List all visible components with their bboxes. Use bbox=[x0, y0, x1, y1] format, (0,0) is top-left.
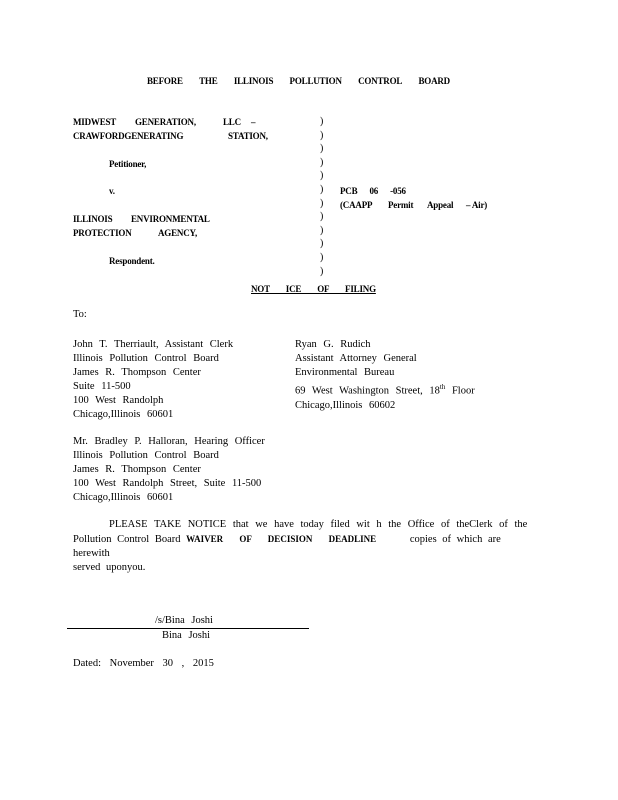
body-text: Pollution Control Board bbox=[73, 534, 181, 545]
paren: ) bbox=[320, 129, 324, 141]
notice-body bbox=[73, 518, 528, 575]
ordinal-suffix: th bbox=[439, 383, 446, 391]
signature: /s/Bina Joshi bbox=[155, 615, 213, 626]
address-line: James R. Thompson Center bbox=[73, 464, 201, 475]
body-line: served uponyou. bbox=[73, 562, 146, 573]
address-line: Ryan G. Rudich bbox=[295, 339, 371, 350]
caption-word: AGENCY, bbox=[158, 228, 198, 238]
address-line bbox=[295, 380, 475, 399]
address-line: Environmental Bureau bbox=[295, 367, 395, 378]
body-line: PLEASE TAKE NOTICE that we have today filed wit h the Office of theClerk of the bbox=[109, 519, 528, 530]
header-word: BEFORE bbox=[147, 76, 183, 86]
header-word: THE bbox=[199, 76, 218, 86]
address-line: Mr. Bradley P. Halloran, Hearing Officer bbox=[73, 436, 265, 447]
header-word: ILLINOIS bbox=[233, 76, 274, 86]
caption-word: ENVIRONMENTAL bbox=[131, 214, 210, 224]
caption-word: MIDWEST bbox=[73, 117, 117, 127]
to-label: To: bbox=[73, 309, 87, 320]
paren: ) bbox=[320, 238, 324, 250]
caption-word: STATION, bbox=[228, 131, 268, 141]
caption-word: GENERATION, bbox=[135, 117, 196, 127]
caption-word: – bbox=[251, 117, 256, 127]
paren: ) bbox=[320, 116, 324, 127]
signature-line bbox=[67, 628, 309, 629]
caption-word: LLC bbox=[223, 117, 241, 127]
body-text: copies of which are herewith bbox=[73, 534, 501, 559]
paren: ) bbox=[320, 211, 324, 223]
recipient-attorney bbox=[295, 338, 475, 413]
address-line: John T. Therriault, Assistant Clerk bbox=[73, 339, 234, 350]
caption-word: PROTECTION bbox=[73, 228, 132, 238]
paren: ) bbox=[320, 224, 324, 236]
dated-line: Dated: November 30 , 2015 bbox=[73, 658, 214, 669]
caption-word: ILLINOIS bbox=[73, 214, 113, 224]
address-street: 69 West Washington Street, 18 bbox=[295, 385, 440, 397]
paren: ) bbox=[320, 197, 324, 209]
header-word: CONTROL bbox=[358, 76, 403, 86]
caption-parens bbox=[320, 115, 323, 278]
address-line: Chicago,Illinois 60601 bbox=[73, 492, 174, 503]
case-type-word: – Air) bbox=[466, 200, 488, 210]
address-line: Illinois Pollution Control Board bbox=[73, 450, 219, 461]
recipient-hearing-officer bbox=[73, 435, 265, 505]
address-line: Chicago,Illinois 60601 bbox=[73, 409, 174, 420]
case-number: PCB 06 -056 bbox=[340, 186, 406, 196]
address-line: Suite 11-500 bbox=[73, 381, 131, 392]
document-title: WAIVER OF DECISION DEADLINE bbox=[186, 534, 377, 544]
paren: ) bbox=[320, 265, 324, 277]
court-header bbox=[147, 76, 450, 86]
header-word: BOARD bbox=[418, 76, 450, 86]
header-word: POLLUTION bbox=[289, 76, 342, 86]
address-line: Assistant Attorney General bbox=[295, 353, 417, 364]
signer-name: Bina Joshi bbox=[162, 630, 211, 641]
case-type-word: (CAAPP bbox=[340, 200, 373, 210]
address-line: Illinois Pollution Control Board bbox=[73, 353, 219, 364]
versus: v. bbox=[109, 186, 115, 196]
recipient-clerk bbox=[73, 338, 233, 422]
paren: ) bbox=[320, 170, 324, 182]
address-floor: Floor bbox=[445, 385, 475, 397]
petitioner-role: Petitioner, bbox=[109, 159, 147, 169]
address-line: 100 West Randolph bbox=[73, 395, 164, 406]
paren: ) bbox=[320, 143, 324, 155]
paren: ) bbox=[320, 156, 324, 168]
respondent-role: Respondent. bbox=[109, 256, 155, 266]
paren: ) bbox=[320, 251, 324, 263]
case-type-word: Appeal bbox=[427, 200, 454, 210]
address-line: 100 West Randolph Street, Suite 11-500 bbox=[73, 478, 262, 489]
case-type-word: Permit bbox=[388, 200, 414, 210]
paren: ) bbox=[320, 183, 324, 195]
caption-word: CRAWFORDGENERATING bbox=[73, 131, 184, 141]
address-line: James R. Thompson Center bbox=[73, 367, 201, 378]
notice-title: NOT ICE OF FILING bbox=[251, 284, 376, 294]
body-line bbox=[73, 532, 528, 561]
address-line: Chicago,Illinois 60602 bbox=[295, 399, 396, 411]
